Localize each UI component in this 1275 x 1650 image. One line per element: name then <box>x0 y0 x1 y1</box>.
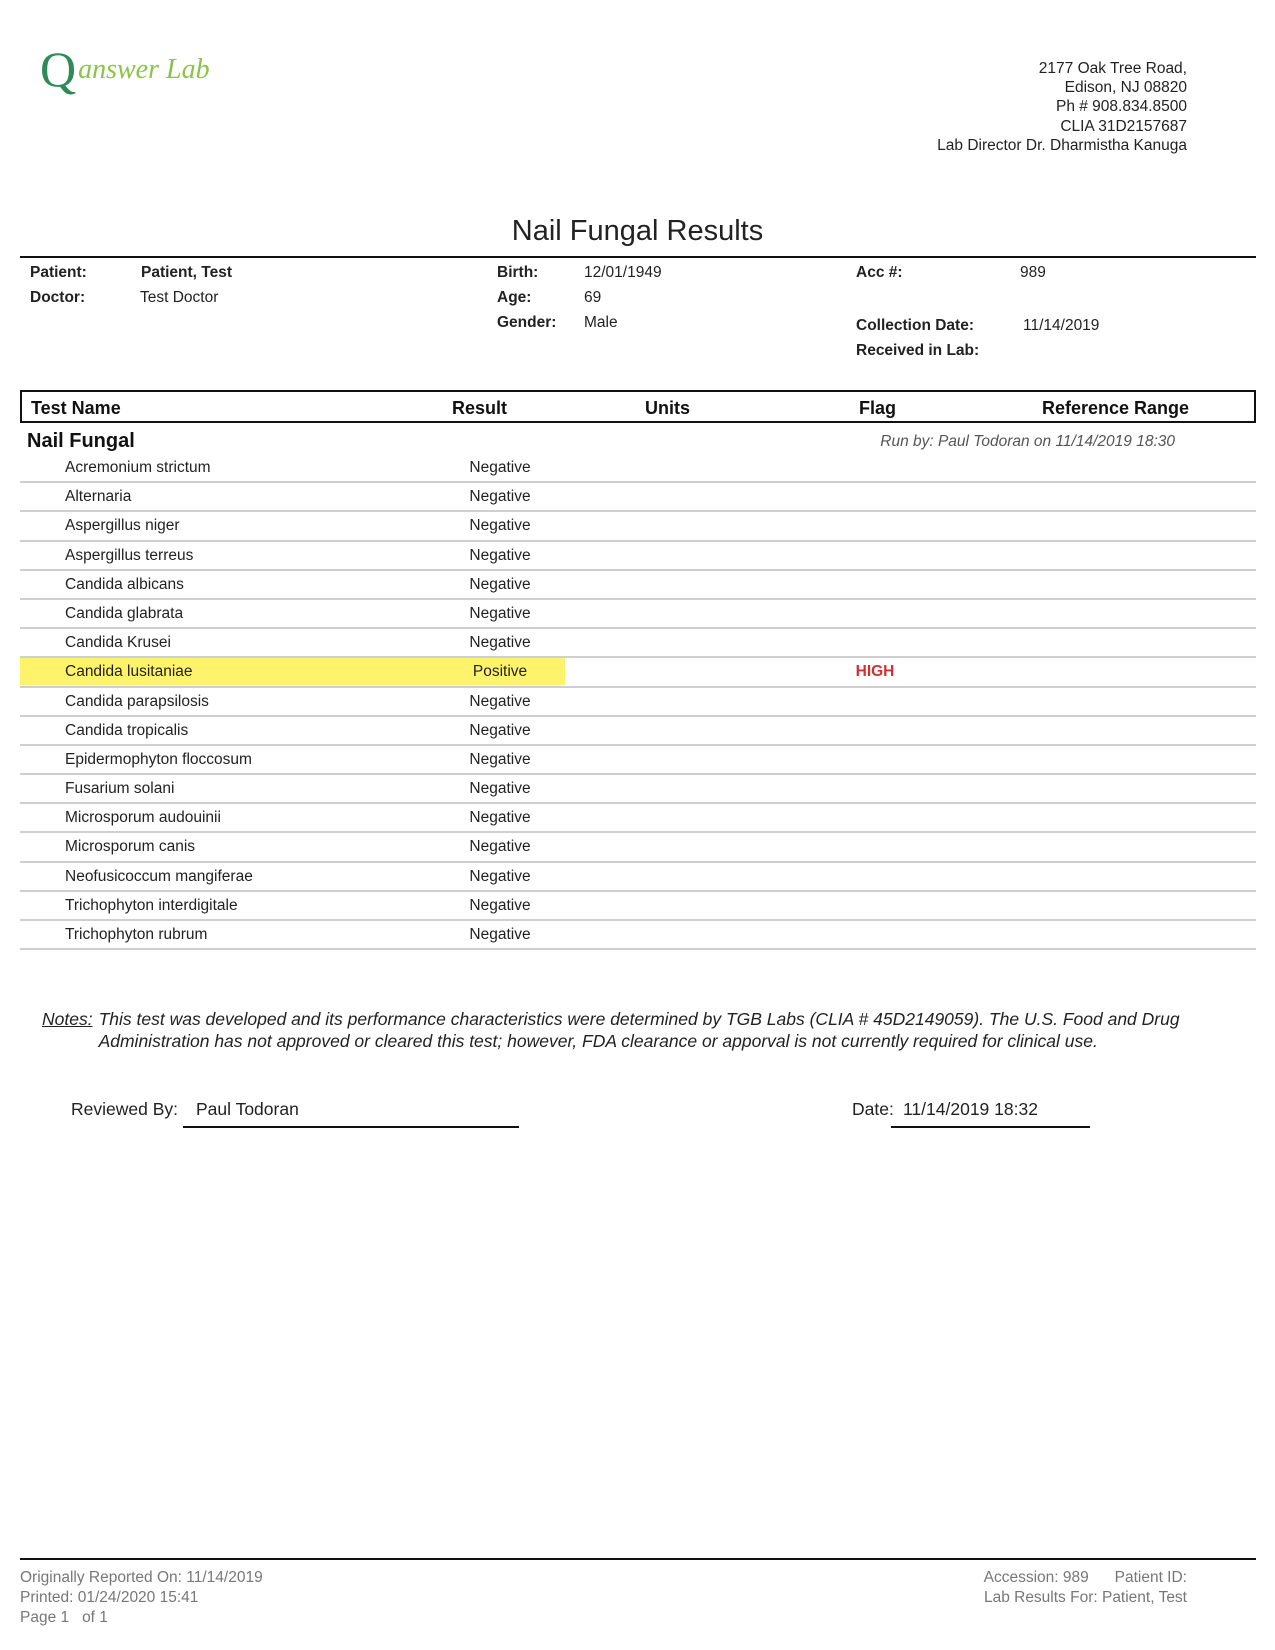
run-by: Run by: Paul Todoran on 11/14/2019 18:30 <box>880 433 1175 450</box>
header-result: Result <box>452 398 508 418</box>
test-name-cell: Microsporum audouinii <box>65 809 221 827</box>
result-cell: Negative <box>469 517 531 535</box>
results-table-body <box>20 454 1256 950</box>
collection-date-label: Collection Date: <box>856 317 974 334</box>
result-cell: Negative <box>469 459 531 476</box>
result-cell: Negative <box>469 896 531 914</box>
age-value: 69 <box>584 289 602 306</box>
table-row <box>20 483 1256 512</box>
lab-results-for: Lab Results For: Patient, Test <box>983 1589 1187 1606</box>
result-cell: Negative <box>469 575 531 593</box>
patient-label: Patient: <box>30 264 87 281</box>
table-row <box>20 454 1256 483</box>
test-name-cell: Fusarium solani <box>65 780 175 798</box>
doctor-label: Doctor: <box>30 289 86 306</box>
test-name-cell: Candida parapsilosis <box>65 692 209 710</box>
header-flag: Flag <box>859 398 897 418</box>
birth-label: Birth: <box>497 264 539 281</box>
result-cell: Negative <box>469 488 531 506</box>
footer-divider <box>20 1558 1256 1560</box>
section-title: Nail Fungal <box>27 430 135 452</box>
test-name-cell: Candida Krusei <box>65 634 171 652</box>
title-divider <box>20 256 1256 258</box>
doctor-value: Test Doctor <box>140 289 219 306</box>
result-cell: Negative <box>469 867 531 885</box>
test-name-cell: Epidermophyton floccosum <box>65 750 252 768</box>
result-cell: Negative <box>469 780 531 798</box>
review-date-value: 11/14/2019 18:32 <box>903 1099 1038 1119</box>
table-row <box>20 833 1256 862</box>
table-row <box>20 571 1256 600</box>
result-cell: Negative <box>469 926 531 943</box>
reviewed-by-label: Reviewed By: <box>71 1099 178 1119</box>
page-title: Nail Fungal Results <box>511 215 764 247</box>
received-in-lab-label: Received in Lab: <box>856 342 980 359</box>
table-row <box>20 512 1256 541</box>
table-row <box>20 921 1256 950</box>
header-test-name: Test Name <box>31 398 121 418</box>
table-row <box>20 658 1256 687</box>
test-name-cell: Aspergillus terreus <box>65 546 194 564</box>
table-row <box>20 629 1256 658</box>
age-label: Age: <box>497 289 532 306</box>
test-name-cell: Microsporum canis <box>65 838 196 856</box>
table-row <box>20 717 1256 746</box>
printed-date: Printed: 01/24/2020 15:41 <box>20 1589 199 1606</box>
reviewed-by-signature-line <box>183 1126 519 1128</box>
result-cell: Negative <box>469 546 531 564</box>
notes-text: This test was developed and its performance characteristics were determined by TGB Labs (CLIA # 45D2149059). The U.S. Food and Drug Administration has not approved or cleared this test; however, FDA clearance or apporval is not currently required for clinical use. <box>98 1009 1180 1051</box>
page-of: of 1 <box>82 1609 108 1626</box>
logo-wordmark: answer Lab <box>78 54 210 85</box>
table-row <box>20 600 1256 629</box>
address-line: Lab Director Dr. Dharmistha Kanuga <box>937 136 1187 154</box>
result-cell: Negative <box>469 692 531 710</box>
address-line: 2177 Oak Tree Road, <box>1038 60 1187 77</box>
result-cell: Negative <box>469 634 531 652</box>
test-name-cell: Alternaria <box>65 488 132 506</box>
birth-value: 12/01/1949 <box>584 264 662 281</box>
table-row <box>20 892 1256 921</box>
gender-value: Male <box>584 314 618 331</box>
test-name-cell: Candida albicans <box>65 575 184 593</box>
footer-right <box>984 1568 1187 1608</box>
table-row <box>20 746 1256 775</box>
table-row <box>20 775 1256 804</box>
gender-label: Gender: <box>497 314 557 331</box>
result-cell: Negative <box>469 838 531 856</box>
test-name-cell: Candida glabrata <box>65 604 184 622</box>
address-line: Edison, NJ 08820 <box>1064 79 1187 97</box>
result-cell: Negative <box>469 604 531 622</box>
page-label: Page 1 <box>20 1609 70 1626</box>
test-name-cell: Trichophyton rubrum <box>65 926 208 943</box>
table-row <box>20 863 1256 892</box>
result-cell: Negative <box>469 721 531 739</box>
footer-patient-id: Patient ID: <box>1114 1569 1187 1586</box>
page-number <box>20 1608 263 1628</box>
lab-address <box>937 59 1187 155</box>
table-row <box>20 542 1256 571</box>
table-row <box>20 688 1256 717</box>
table-row <box>20 804 1256 833</box>
result-cell: Positive <box>472 663 528 681</box>
result-cell: Negative <box>469 809 531 827</box>
test-name-cell: Acremonium strictum <box>65 459 211 476</box>
header-reference-range: Reference Range <box>1042 398 1190 418</box>
acc-value: 989 <box>1020 264 1046 281</box>
notes <box>42 1008 1232 1052</box>
footer-left <box>20 1568 263 1628</box>
originally-reported: Originally Reported On: 11/14/2019 <box>20 1569 263 1586</box>
address-line: CLIA 31D2157687 <box>1060 117 1187 135</box>
results-table-header <box>20 390 1256 423</box>
collection-date-value: 11/14/2019 <box>1023 317 1100 334</box>
flag-cell: HIGH <box>855 663 895 681</box>
test-name-cell: Candida lusitaniae <box>65 663 193 681</box>
patient-value: Patient, Test <box>141 264 233 281</box>
lab-logo <box>40 41 210 97</box>
reviewed-by-value: Paul Todoran <box>196 1099 299 1119</box>
review-date-line <box>891 1126 1090 1128</box>
test-name-cell: Aspergillus niger <box>65 517 180 535</box>
review-date-label: Date: <box>852 1099 894 1119</box>
logo-q-mark: Q <box>40 41 77 97</box>
acc-label: Acc #: <box>856 264 903 281</box>
notes-label: Notes: <box>42 1009 93 1029</box>
result-cell: Negative <box>469 750 531 768</box>
test-name-cell: Trichophyton interdigitale <box>65 896 238 914</box>
test-name-cell: Candida tropicalis <box>65 721 189 739</box>
address-line: Ph # 908.834.8500 <box>1055 98 1187 116</box>
footer-accession: Accession: 989 <box>983 1569 1089 1586</box>
test-name-cell: Neofusicoccum mangiferae <box>65 867 253 885</box>
header-units: Units <box>645 398 690 418</box>
